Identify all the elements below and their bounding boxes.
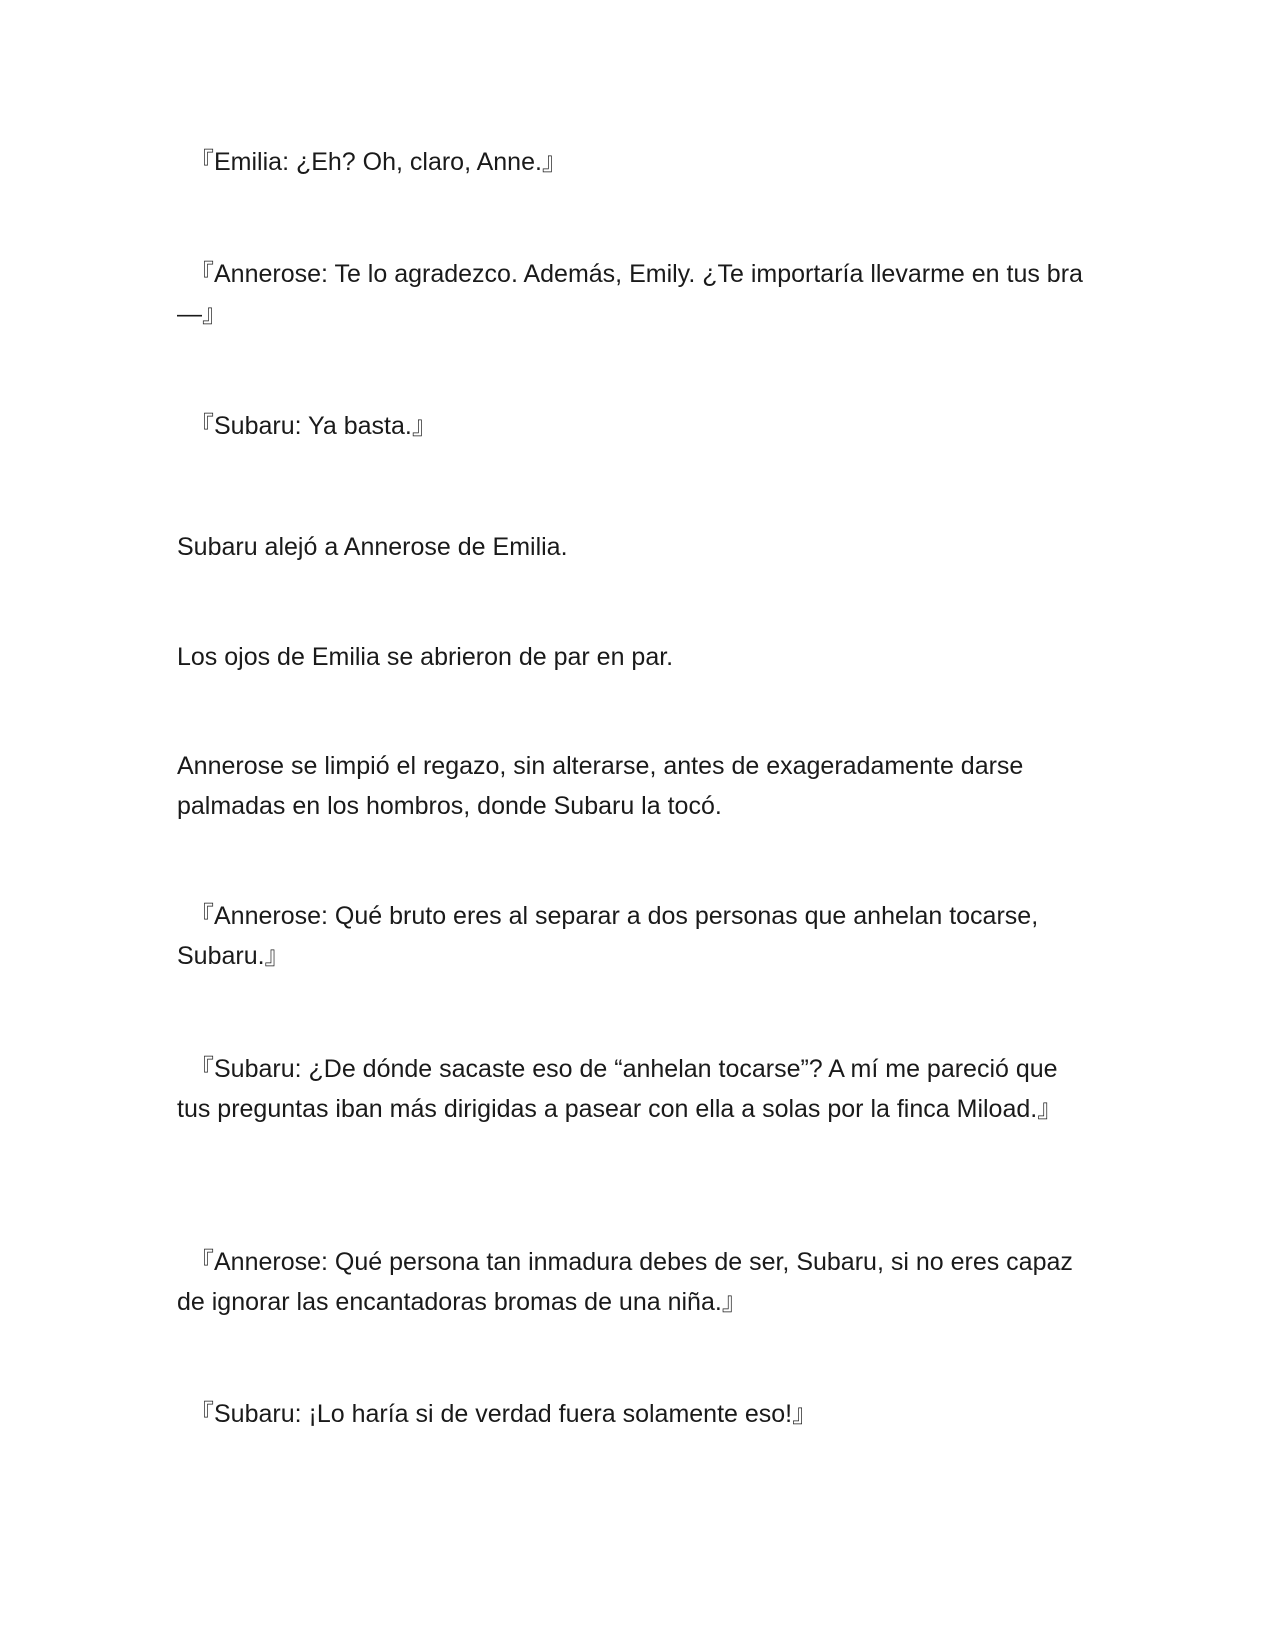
narration-3: Annerose se limpió el regazo, sin alterarse, antes de exageradamente darse palmadas en los hombros, donde Subaru la tocó.: [177, 752, 1024, 820]
narration-1: Subaru alejó a Annerose de Emilia.: [177, 533, 568, 561]
dialogue-emilia-1: 『Emilia: ¿Eh? Oh, claro, Anne.』: [189, 148, 567, 176]
dialogue-annerose-1: 『Annerose: Te lo agradezco. Además, Emily. ¿Te importaría llevarme en tus bra—』: [177, 260, 1083, 328]
dialogue-subaru-1: 『Subaru: Ya basta.』: [189, 412, 437, 440]
dialogue-subaru-3: 『Subaru: ¡Lo haría si de verdad fuera solamente eso!』: [189, 1400, 818, 1428]
dialogue-subaru-2: 『Subaru: ¿De dónde sacaste eso de “anhelan tocarse”? A mí me pareció que tus preguntas iban más dirigidas a pasear con ella a solas por la finca Miload.』: [177, 1055, 1063, 1123]
dialogue-annerose-2: 『Annerose: Qué bruto eres al separar a dos personas que anhelan tocarse, Subaru.』: [177, 902, 1039, 970]
narration-2: Los ojos de Emilia se abrieron de par en par.: [177, 643, 674, 671]
dialogue-annerose-3: 『Annerose: Qué persona tan inmadura debes de ser, Subaru, si no eres capaz de ignorar las encantadoras bromas de una niña.』: [177, 1248, 1073, 1316]
